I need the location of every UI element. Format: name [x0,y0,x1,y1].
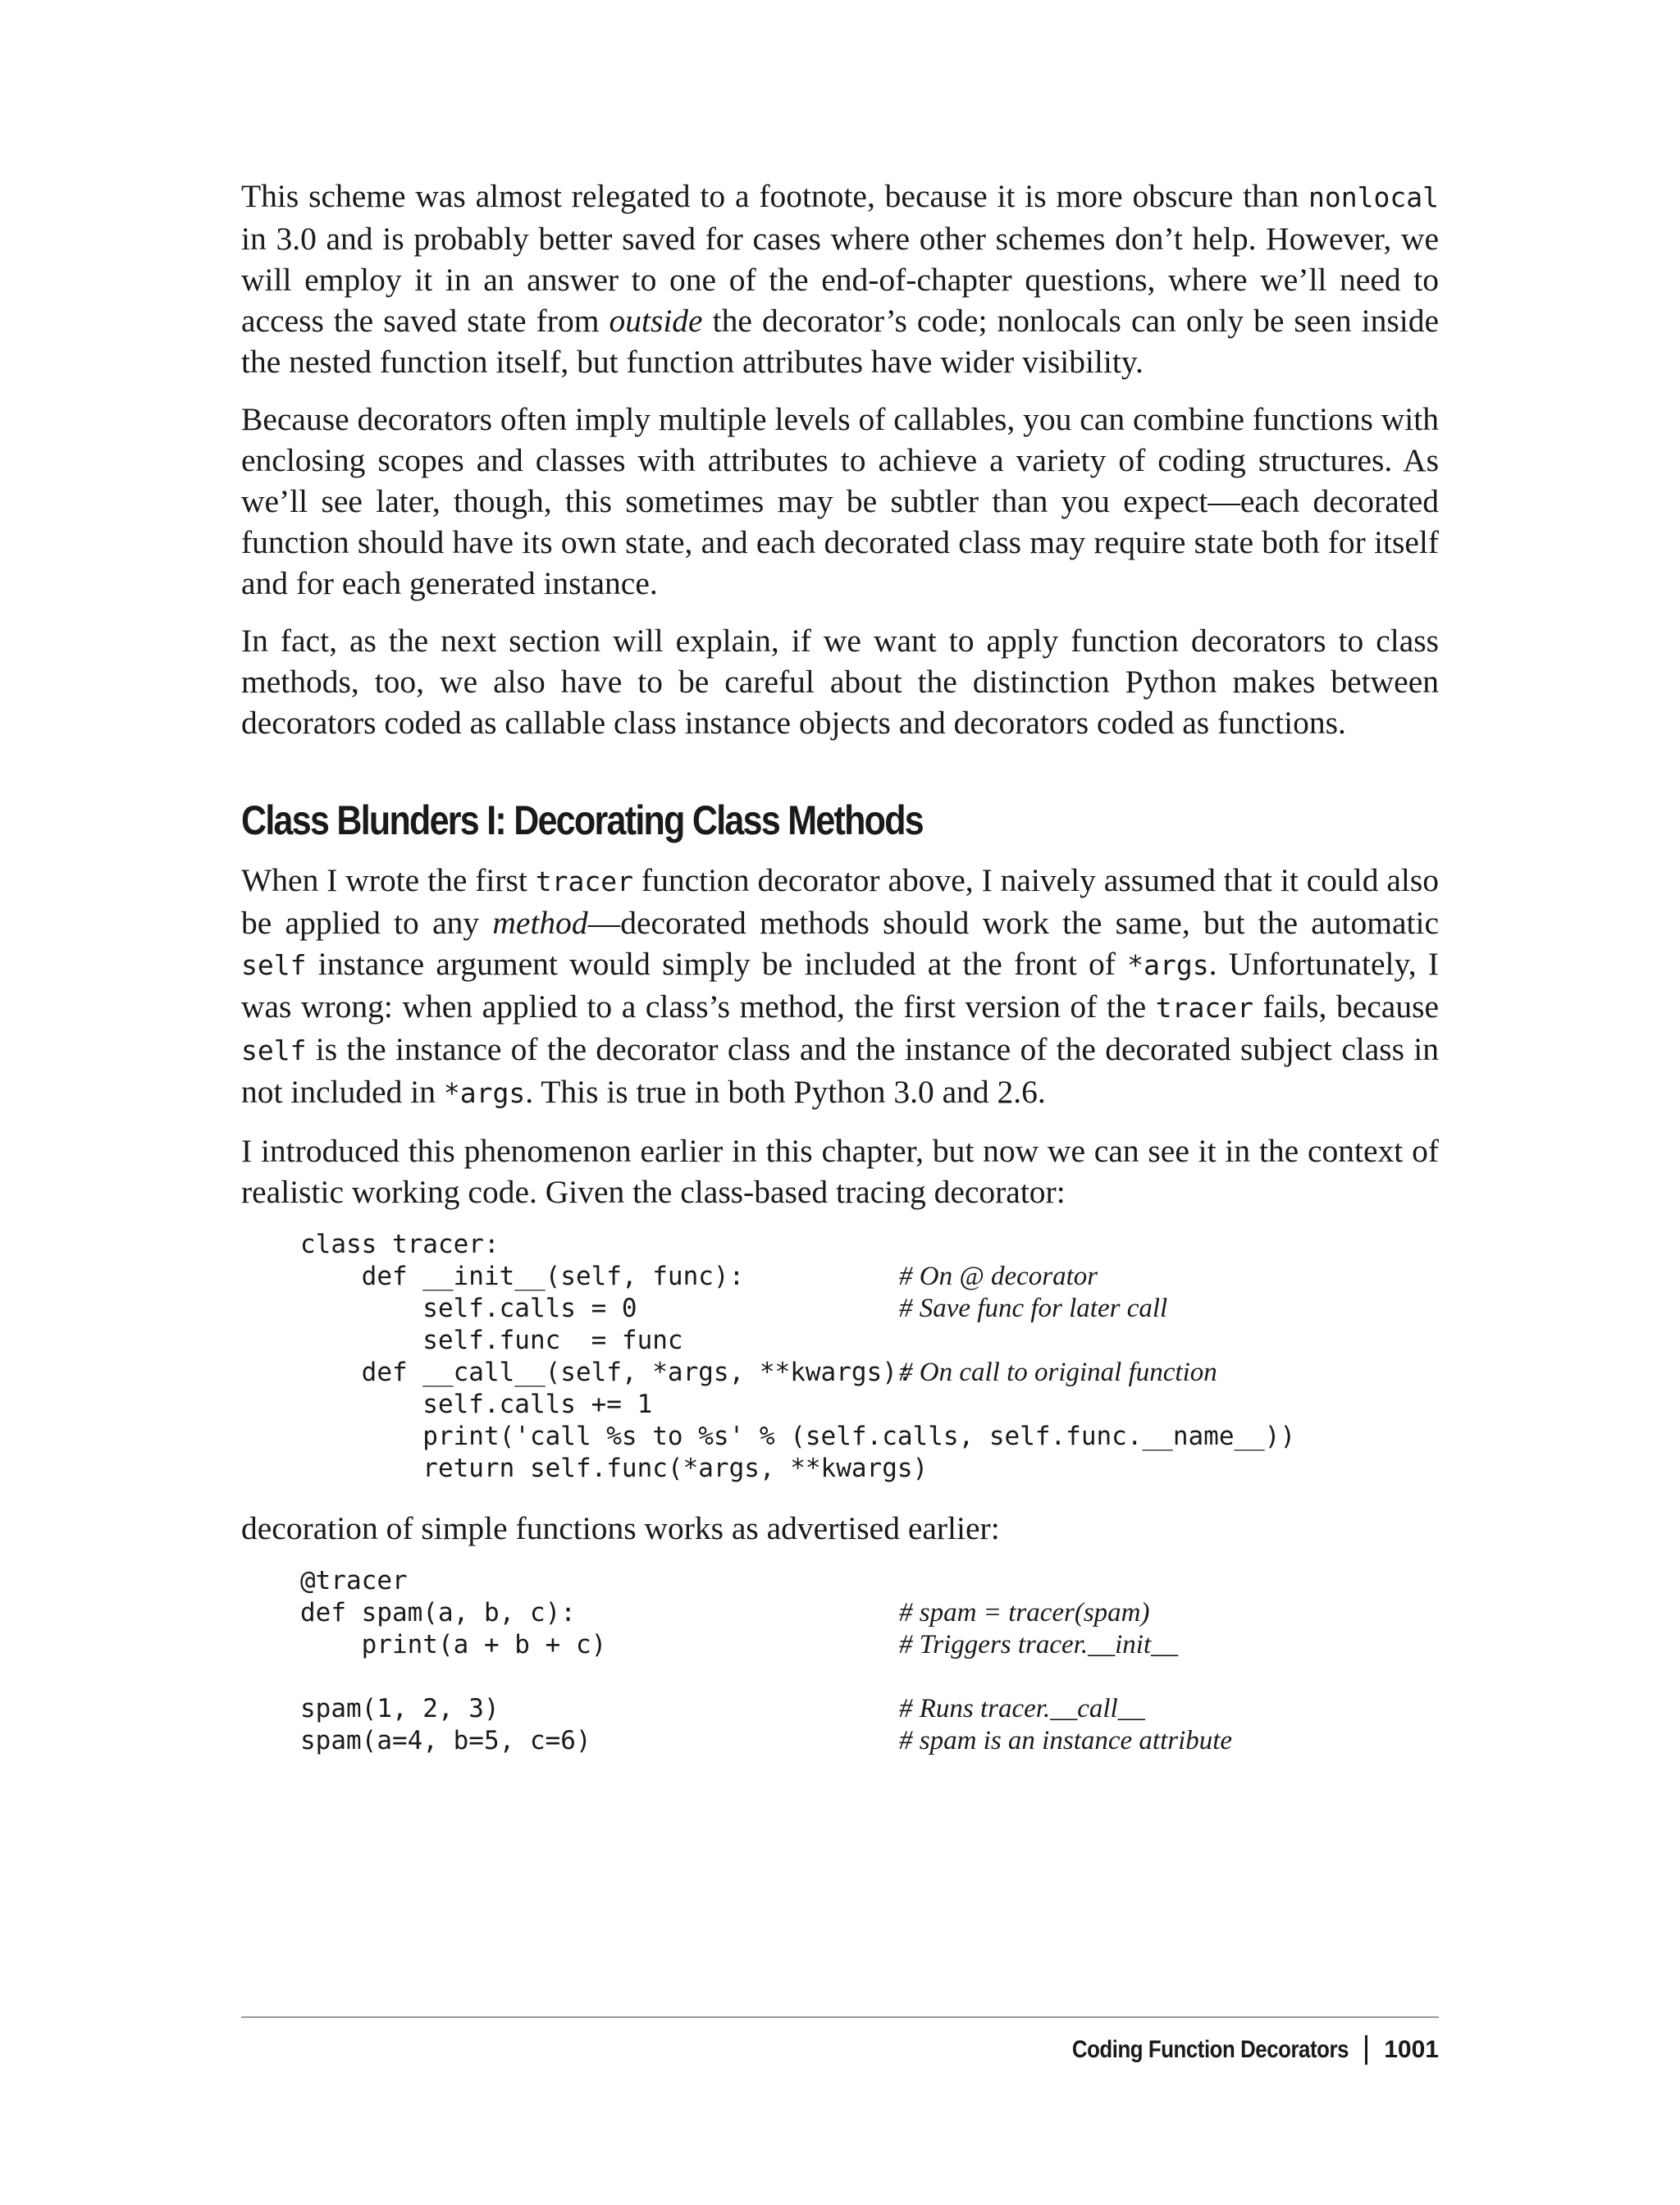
inline-code: *args [1127,949,1209,981]
inline-code: *args [443,1077,526,1109]
code-line: return self.func(*args, **kwargs) [300,1454,929,1483]
page-content [241,176,1439,1780]
running-footer-title: Coding Function Decorators [1072,2036,1349,2063]
page-number: 1001 [1384,2036,1439,2063]
code-line: @tracer [300,1566,408,1596]
paragraph-6: decoration of simple functions works as advertised earlier: [241,1510,1000,1546]
footer-separator [1365,2035,1367,2065]
code-line: self.calls += 1 [300,1390,653,1419]
paragraph-4: When I wrote the first tracer function decorator above, I naively assumed that it could also be applied to any method—decorated methods should work the same, but the automatic self instance argument would simply be included at the front of *args. Unfortunately, I was wrong: when applied to a class’s method, the first version of the tracer fails, because self is the instance of the decorator class and the instance of the decorated subject class in not included in *args. This is true in both Python 3.0 and 2.6. [241,862,1439,1110]
code-line: spam(1, 2, 3) # Runs tracer.__call__ [300,1694,1145,1723]
inline-code: self [241,949,307,981]
code-line [300,1661,1439,1693]
footer-divider [241,2016,1439,2018]
code-line: self.calls = 0 # Save func for later call [300,1294,1168,1323]
code-block-tracer-class [300,1229,1439,1485]
paragraph-2: Because decorators often imply multiple levels of callables, you can combine functions with enclosing scopes and classes with attributes to achieve a variety of coding structures. As we’ll see later, though, this sometimes may be subtler than you expect—each decorated function should have its own state, and each decorated class may require state both for itself and for each generated instance. [241,401,1439,601]
emphasis: method [492,905,588,941]
code-line: spam(a=4, b=5, c=6) # spam is an instance attribute [300,1726,1233,1755]
code-block-spam-example [300,1565,1439,1757]
code-line: def __init__(self, func): # On @ decorator [300,1262,1098,1291]
code-line: class tracer: [300,1230,500,1259]
section-heading: Class Blunders I: Decorating Class Methods [241,797,923,843]
inline-code: self [241,1034,307,1066]
code-line: self.func = func [300,1326,683,1355]
paragraph-1: This scheme was almost relegated to a footnote, because it is more obscure than nonlocal in 3.0 and is probably better saved for cases where other schemes don’t help. However, we will employ it in an answer to one of the end-of-chapter questions, where we’ll need to access the saved state from outside the decorator’s code; nonlocals can only be seen inside the nested function itself, but function attributes have wider visibility. [241,178,1440,380]
paragraph-5: I introduced this phenomenon earlier in this chapter, but now we can see it in the context of realistic working code. Given the class-based tracing decorator: [241,1133,1439,1210]
code-line: print(a + b + c) # Triggers tracer.__init__ [300,1630,1179,1659]
inline-code: nonlocal [1308,181,1439,213]
code-line: def spam(a, b, c): # spam = tracer(spam) [300,1598,1150,1628]
emphasis: outside [609,303,703,339]
code-line: def __call__(self, *args, **kwargs): # On call to original function [300,1358,1217,1387]
code-line: print('call %s to %s' % (self.calls, self.func.__name__)) [300,1422,1296,1451]
page-footer [1027,2029,1439,2070]
inline-code: tracer [535,865,634,897]
paragraph-3: In fact, as the next section will explain, if we want to apply function decorators to class methods, too, we also have to be careful about the distinction Python makes between decorators coded as callable class instance objects and decorators coded as functions. [241,623,1439,741]
inline-code: tracer [1155,992,1253,1024]
